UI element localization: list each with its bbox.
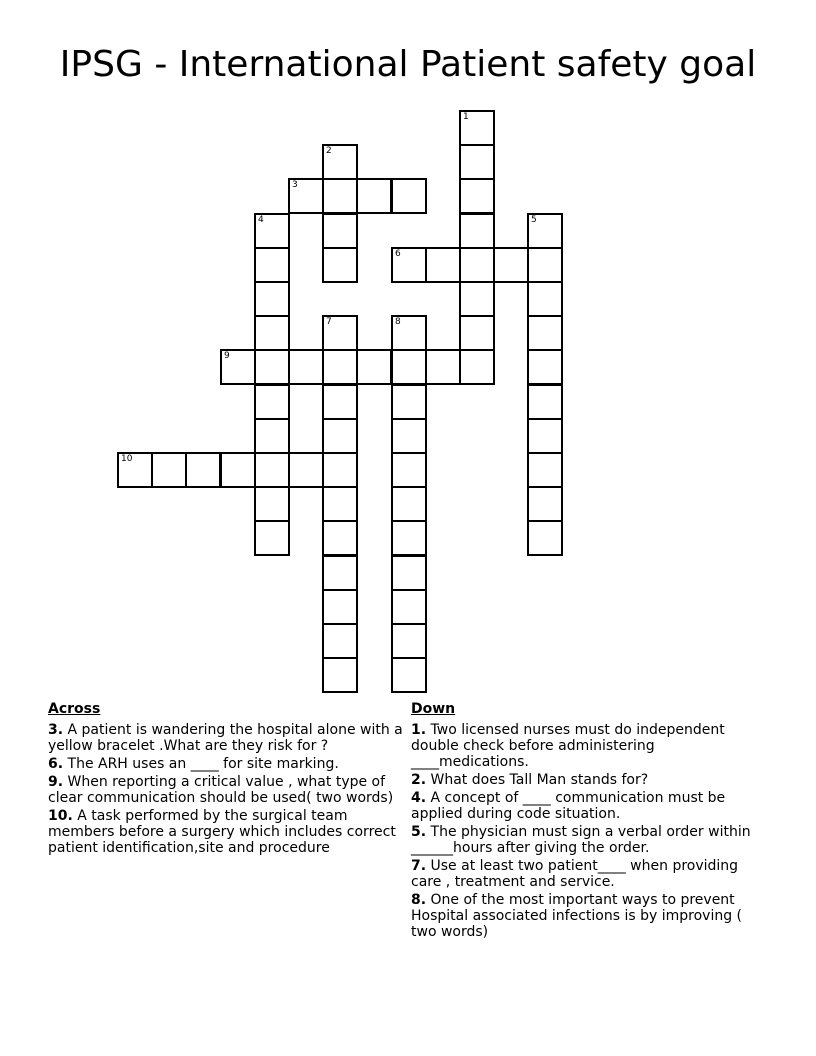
grid-cell[interactable] [391, 486, 427, 522]
grid-cell[interactable] [322, 452, 358, 488]
down-clue-5: 5. The physician must sign a verbal order within ______hours after giving the order. [411, 824, 751, 856]
grid-cell[interactable] [288, 349, 324, 385]
grid-cell[interactable] [391, 418, 427, 454]
grid-cell[interactable] [527, 418, 563, 454]
grid-cell[interactable] [322, 520, 358, 556]
down-clue-4: 4. A concept of ____ communication must be applied during code situation. [411, 790, 726, 822]
clue-number: 4 [258, 215, 264, 225]
grid-cell[interactable] [493, 247, 529, 283]
grid-cell[interactable] [459, 247, 495, 283]
grid-cell[interactable] [391, 247, 427, 283]
grid-cell[interactable] [356, 178, 392, 214]
grid-cell[interactable] [322, 486, 358, 522]
clue-number: 7 [326, 317, 332, 327]
down-clue-1: 1. Two licensed nurses must do independent double check before administering ____medications. [411, 722, 725, 770]
grid-cell[interactable] [322, 315, 358, 351]
grid-cell[interactable] [459, 144, 495, 180]
grid-cell[interactable] [185, 452, 221, 488]
page-title: IPSG - International Patient safety goal [59, 44, 757, 85]
grid-cell[interactable] [425, 247, 461, 283]
grid-cell[interactable] [459, 110, 495, 146]
grid-cell[interactable] [322, 589, 358, 625]
grid-cell[interactable] [527, 213, 563, 249]
clue-number: 5 [531, 215, 537, 225]
grid-cell[interactable] [322, 178, 358, 214]
grid-cell[interactable] [322, 384, 358, 420]
grid-cell[interactable] [391, 623, 427, 659]
clue-number: 9 [224, 351, 230, 361]
across-clue-9: 9. When reporting a critical value , what type of clear communication should be used( two words) [48, 774, 394, 806]
grid-cell[interactable] [322, 555, 358, 591]
grid-cell[interactable] [254, 315, 290, 351]
clue-number: 10 [121, 454, 133, 464]
grid-cell[interactable] [254, 384, 290, 420]
grid-cell[interactable] [391, 315, 427, 351]
grid-cell[interactable] [527, 384, 563, 420]
grid-cell[interactable] [322, 623, 358, 659]
clue-number: 8 [395, 317, 401, 327]
grid-cell[interactable] [527, 247, 563, 283]
grid-cell[interactable] [254, 418, 290, 454]
down-clue-2: 2. What does Tall Man stands for? [411, 772, 649, 788]
grid-cell[interactable] [254, 281, 290, 317]
grid-cell[interactable] [322, 247, 358, 283]
down-heading: Down [411, 701, 456, 717]
across-clues [48, 700, 406, 858]
down-clue-8: 8. One of the most important ways to prevent Hospital associated infections is by improving ( two words) [411, 892, 743, 940]
grid-cell[interactable] [220, 349, 256, 385]
grid-cell[interactable] [322, 349, 358, 385]
grid-cell[interactable] [391, 555, 427, 591]
grid-cell[interactable] [527, 315, 563, 351]
grid-cell[interactable] [322, 657, 358, 693]
grid-cell[interactable] [527, 452, 563, 488]
across-heading: Across [48, 701, 101, 717]
grid-cell[interactable] [527, 520, 563, 556]
grid-cell[interactable] [425, 349, 461, 385]
grid-cell[interactable] [117, 452, 153, 488]
grid-cell[interactable] [151, 452, 187, 488]
grid-cell[interactable] [459, 281, 495, 317]
grid-cell[interactable] [391, 178, 427, 214]
grid-cell[interactable] [391, 384, 427, 420]
across-clue-6: 6. The ARH uses an ____ for site marking. [48, 756, 339, 772]
grid-cell[interactable] [527, 349, 563, 385]
grid-cell[interactable] [322, 418, 358, 454]
down-clue-7: 7. Use at least two patient____ when providing care , treatment and service. [411, 858, 739, 890]
clue-number: 1 [463, 112, 469, 122]
grid-cell[interactable] [254, 349, 290, 385]
grid-cell[interactable] [356, 349, 392, 385]
grid-cell[interactable] [254, 452, 290, 488]
grid-cell[interactable] [288, 452, 324, 488]
grid-cell[interactable] [391, 452, 427, 488]
grid-cell[interactable] [391, 589, 427, 625]
grid-cell[interactable] [527, 281, 563, 317]
grid-cell[interactable] [220, 452, 256, 488]
clue-number: 2 [326, 146, 332, 156]
grid-cell[interactable] [391, 349, 427, 385]
grid-cell[interactable] [254, 247, 290, 283]
grid-cell[interactable] [322, 213, 358, 249]
grid-cell[interactable] [288, 178, 324, 214]
grid-cell[interactable] [322, 144, 358, 180]
grid-cell[interactable] [391, 657, 427, 693]
down-clues [411, 700, 756, 942]
grid-cell[interactable] [254, 486, 290, 522]
grid-cell[interactable] [459, 315, 495, 351]
grid-cell[interactable] [391, 520, 427, 556]
grid-cell[interactable] [459, 213, 495, 249]
grid-cell[interactable] [254, 213, 290, 249]
grid-cell[interactable] [459, 349, 495, 385]
clue-number: 3 [292, 180, 298, 190]
grid-cell[interactable] [459, 178, 495, 214]
across-clue-3: 3. A patient is wandering the hospital alone with a yellow bracelet .What are they risk for ? [48, 722, 403, 754]
grid-cell[interactable] [527, 486, 563, 522]
clue-number: 6 [395, 249, 401, 259]
grid-cell[interactable] [254, 520, 290, 556]
across-clue-10: 10. A task performed by the surgical team members before a surgery which includes correct patient identification,site and procedure [48, 808, 396, 856]
